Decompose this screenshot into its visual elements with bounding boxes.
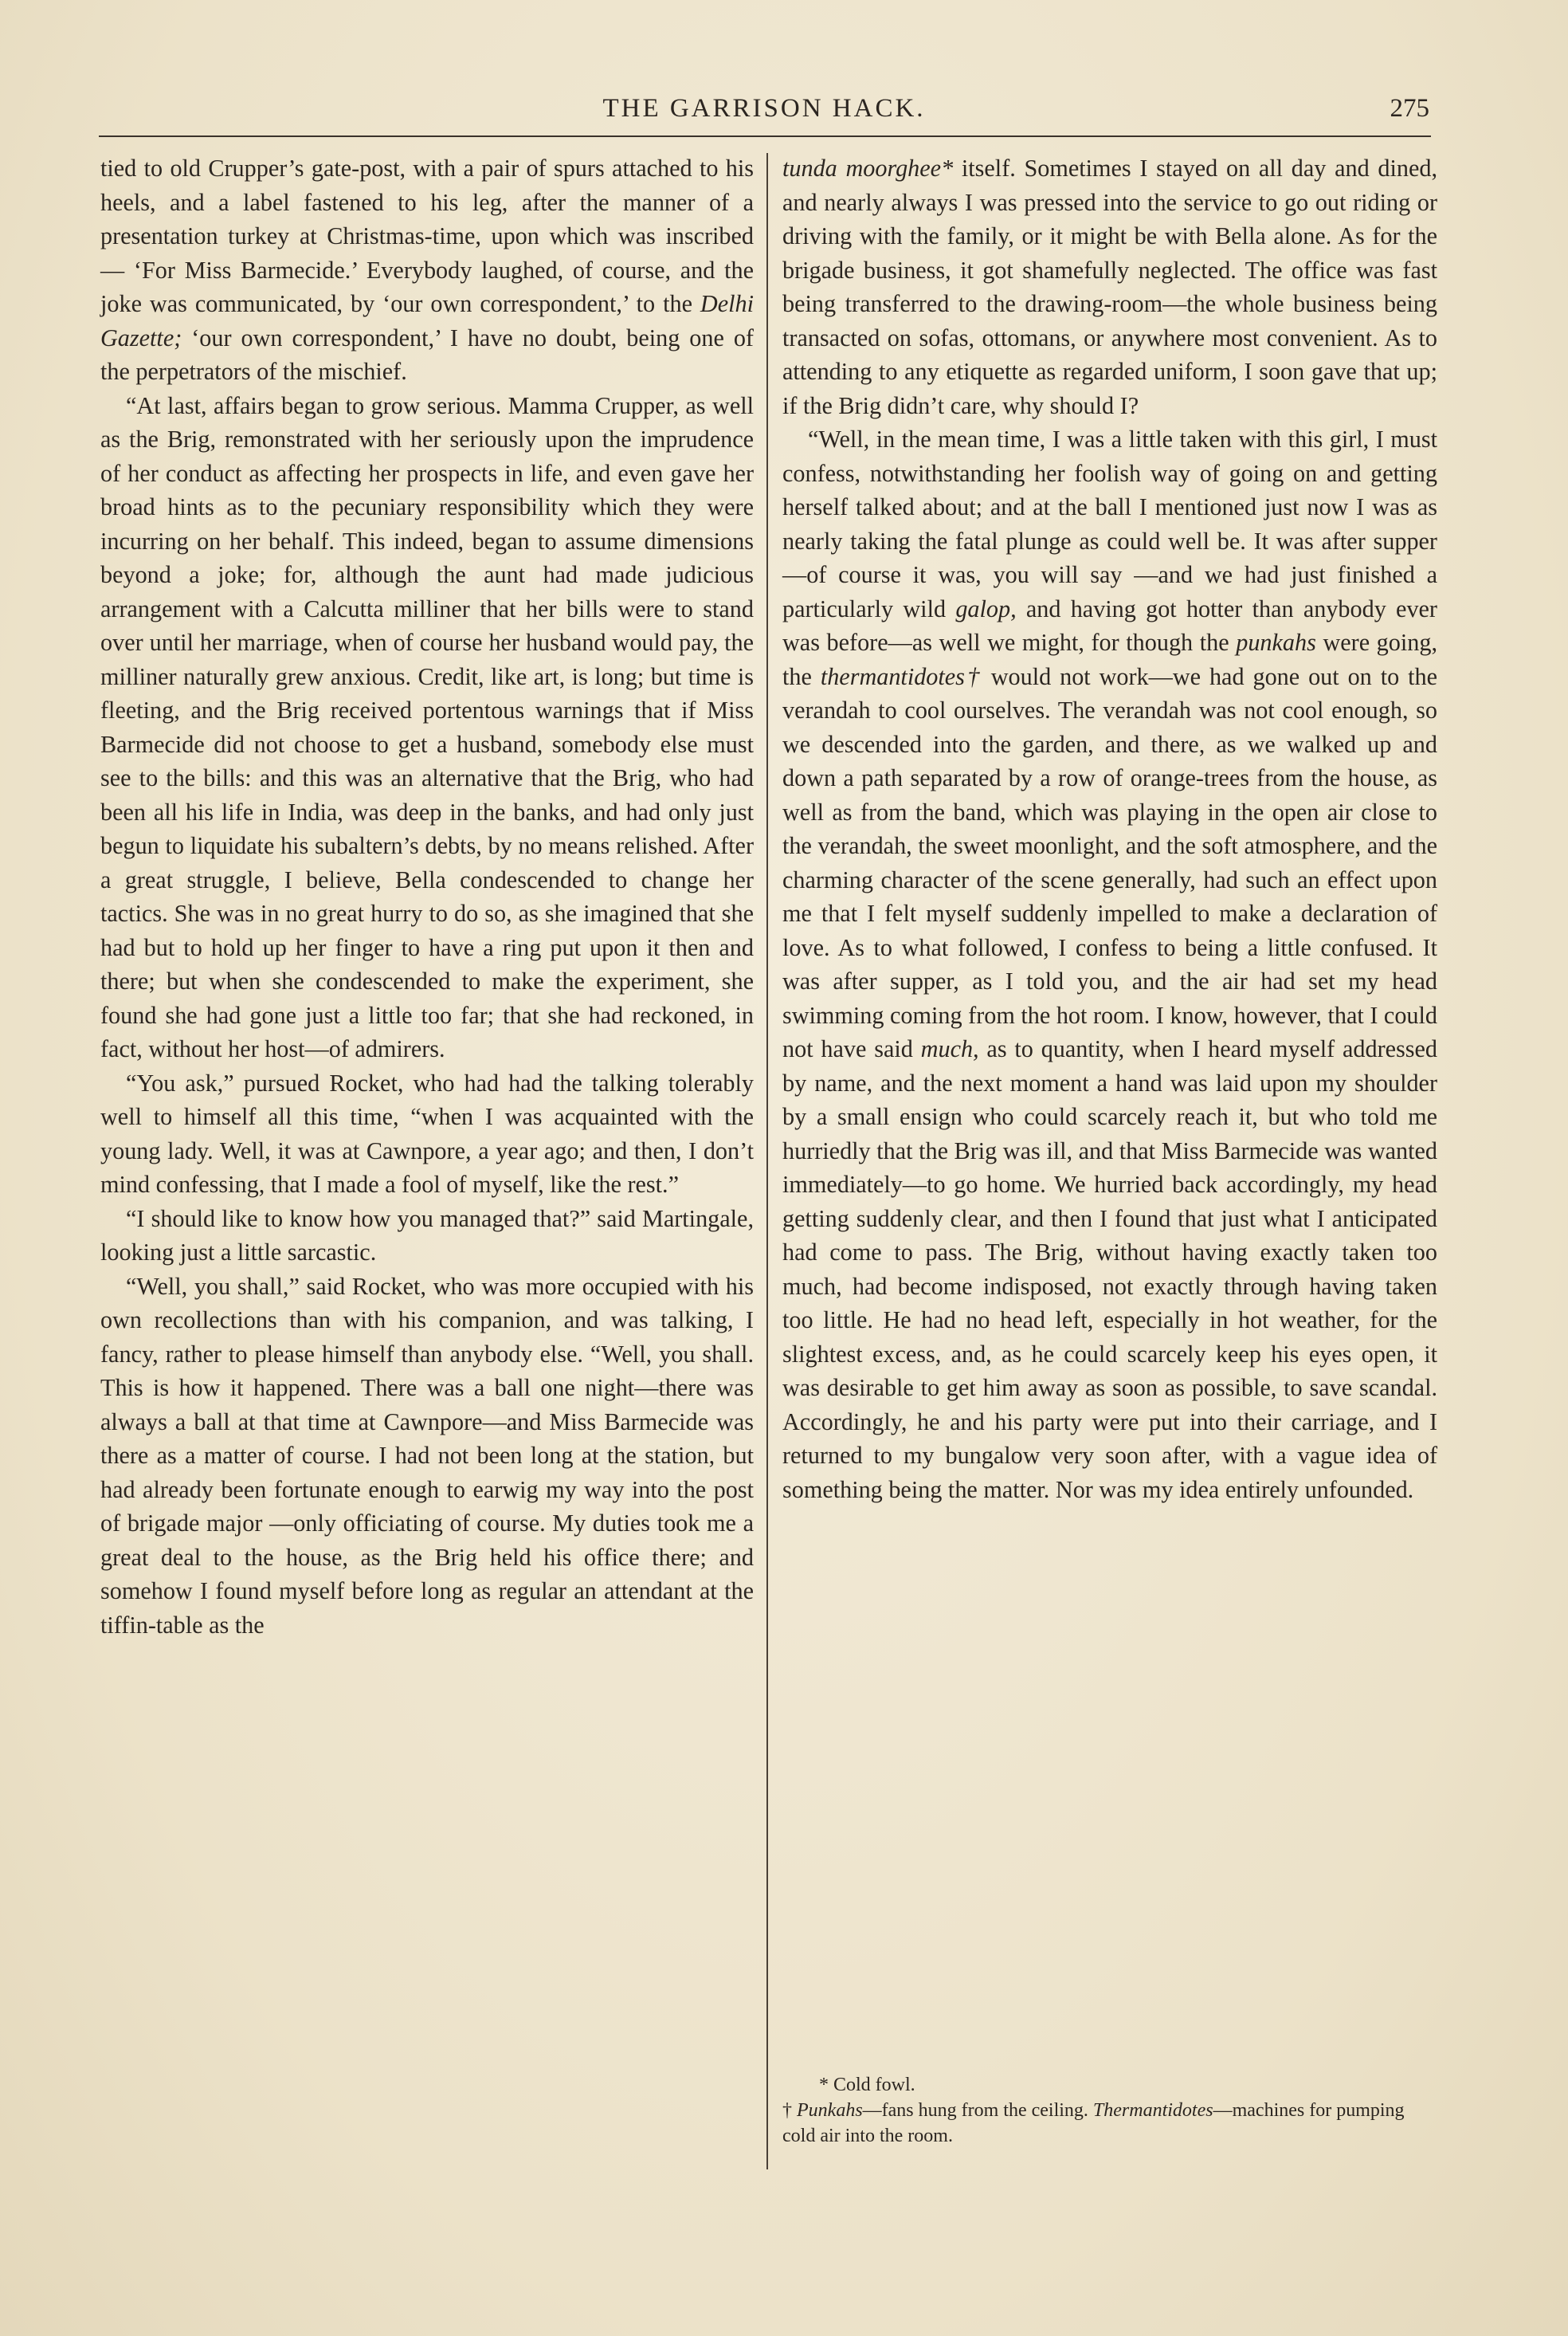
left-column xyxy=(100,151,754,1642)
italic-text: tunda moorghee* xyxy=(782,155,954,182)
footnotes xyxy=(782,2072,1437,2149)
paragraph: tunda moorghee* itself. Sometimes I stayed on all day and dined, and nearly always I was pressed into the service to go out riding or driving with the family, or it might be with Bella alone. As for the brigade business, it got shamefully neglected. The office was fast being transferred to the drawing-room—the whole business being transacted on sofas, ottomans, or anywhere most convenient. As to attending to any etiquette as regarded uniform, I soon gave that up; if the Brig didn’t care, why should I? xyxy=(782,155,1437,419)
paragraph: “I should like to know how you managed that?” said Martingale, looking just a little sarcastic. xyxy=(100,1204,754,1266)
column-divider xyxy=(766,153,768,2169)
italic-text: Delhi Gazette; xyxy=(100,290,754,351)
italic-text: much, xyxy=(920,1035,979,1062)
paragraph: tied to old Crupper’s gate-post, with a pair of spurs attached to his heels, and a label fastened to his leg, after the manner of a presentation turkey at Christmas-time, upon which was inscribed — ‘For Miss Barmecide.’ Everybody laughed, of course, and the joke was communicated, by ‘our own correspondent,’ to the Delhi Gazette; ‘our own correspondent,’ I have no doubt, being one of the perpetrators of the mischief. xyxy=(100,155,754,385)
paragraph: “Well, in the mean time, I was a little taken with this girl, I must confess, notwithstanding her foolish way of going on and getting herself talked about; and at the ball I mentioned just now I was as nearly taking the fatal plunge as could well be. It was after supper—of course it was, you will say —and we had just finished a particularly wild galop, and having got hotter than anybody ever was before—as well we might, for though the punkahs were going, the thermantidotes† would not work—we had gone out on to the verandah to cool ourselves. The verandah was not cool enough, so we descended into the garden, and there, as we walked up and down a path separated by a row of orange-trees from the house, as well as from the band, which was playing in the open air close to the verandah, the sweet moonlight, and the soft atmosphere, and the charming character of the scene generally, had such an effect upon me that I felt myself suddenly impelled to make a declaration of love. As to what followed, I confess to being a little confused. It was after supper, as I told you, and the air had set my head swimming coming from the hot room. I know, however, that I could not have said much, as to quantity, when I heard myself addressed by name, and the next moment a hand was laid upon my shoulder by a small ensign who could scarcely reach it, but who told me hurriedly that the Brig was ill, and that Miss Barmecide was wanted immediately—to go home. We hurried back accordingly, my head getting suddenly clear, and then I found that just what I anticipated had come to pass. The Brig, without having exactly taken too much, had become indisposed, not exactly through having taken too little. He had no head left, especially in hot weather, for the slightest excess, and, as he could scarcely keep his eyes open, it was desirable to get him away as soon as possible, to save scandal. Accordingly, he and his party were put into their carriage, and I returned to my bungalow very soon after, with a vague idea of something being the matter. Nor was my idea entirely unfounded. xyxy=(782,426,1438,1503)
italic-text: galop, xyxy=(955,595,1017,622)
footnote-2: † Punkahs—fans hung from the ceiling. Thermantidotes—machines for pumping cold air into the room. xyxy=(782,2100,1405,2146)
paragraph: “You ask,” pursued Rocket, who had had the talking tolerably well to himself all this time, “when I was acquainted with the young lady. Well, it was at Cawnpore, a year ago; and then, I don’t mind confessing, that I made a fool of myself, like the rest.” xyxy=(100,1069,754,1198)
page-number: 275 xyxy=(1390,94,1429,123)
footnote-1: * Cold fowl. xyxy=(819,2075,915,2095)
right-column xyxy=(782,151,1437,1506)
running-head xyxy=(99,94,1429,129)
italic-text: punkahs xyxy=(1236,629,1316,656)
header-rule xyxy=(99,135,1431,137)
running-title: THE GARRISON HACK. xyxy=(602,94,926,123)
paragraph: “At last, affairs began to grow serious. Mamma Crupper, as well as the Brig, remonstrated with her seriously upon the imprudence of her conduct as affecting her prospects in life, and even gave her broad hints as to the pecuniary responsibility which they were incurring on her behalf. This indeed, began to assume dimensions beyond a joke; for, although the aunt had made judicious arrangement with a Calcutta milliner that her bills were to stand over until her marriage, when of course her husband would pay, the milliner naturally grew anxious. Credit, like art, is long; but time is fleeting, and the Brig received portentous warnings that if Miss Barmecide did not choose to get a husband, somebody else must see to the bills: and this was an alternative that the Brig, who had been all his life in India, was deep in the banks, and had only just begun to liquidate his subaltern’s debts, by no means relished. After a great struggle, I believe, Bella condescended to change her tactics. She was in no great hurry to do so, as she imagined that she had but to hold up her finger to have a ring put upon it then and there; but when she condescended to make the experiment, she found she had gone just a little too far; that she had reckoned, in fact, without her host—of admirers. xyxy=(100,391,754,1062)
italic-text: thermantidotes† xyxy=(820,662,982,690)
paragraph: “Well, you shall,” said Rocket, who was more occupied with his own recollections than with his companion, and was talking, I fancy, rather to please himself than anybody else. “Well, you shall. This is how it happened. There was a ball one night—there was always a ball at that time at Cawnpore—and Miss Barmecide was there as a matter of course. I had not been long at the station, but had already been fortunate enough to earwig my way into the post of brigade major —only officiating of course. My duties took me a great deal to the house, as the Brig held his office there; and somehow I found myself before long as regular an attendant at the tiffin-table as the xyxy=(100,1272,754,1639)
